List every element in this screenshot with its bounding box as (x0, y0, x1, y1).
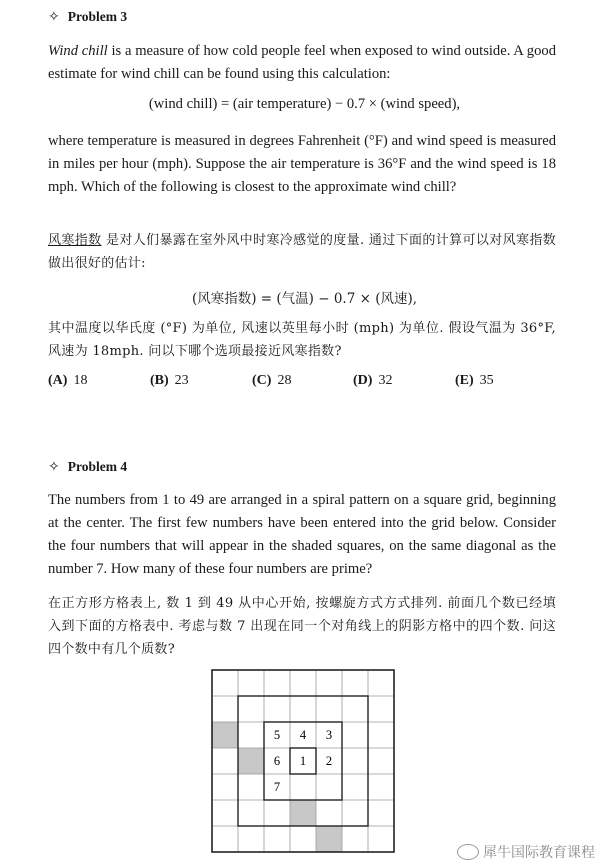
spiral-grid (210, 668, 396, 862)
choice-letter: (B) (150, 373, 169, 388)
shaded-cell (316, 826, 342, 852)
problem-3-body: where temperature is measured in degrees Fahrenheit (°F) and wind speed is measured in miles per hour (mph). Suppose the air temperature is 36°F and the wind speed is 18 mph. Which of the following is closest to the approximate wind chill? (48, 133, 556, 195)
choice-a[interactable] (48, 373, 87, 389)
grid-number: 5 (273, 728, 281, 742)
choice-c[interactable] (252, 373, 291, 389)
problem-3-chinese-intro (48, 229, 556, 275)
problem-3-heading (48, 9, 127, 26)
watermark (457, 842, 595, 862)
problem-3-intro-text: is a measure of how cold people feel when exposed to wind outside. A good estimate for wind chill can be found using this calculation: (48, 43, 556, 82)
grid-number: 4 (299, 728, 307, 742)
shaded-cell (238, 748, 264, 774)
choice-e[interactable] (455, 373, 494, 389)
choice-letter: (C) (252, 373, 272, 388)
choice-value: 32 (378, 373, 393, 388)
choice-value: 28 (277, 373, 292, 388)
grid-number: 2 (325, 754, 333, 768)
choice-value: 23 (174, 373, 189, 388)
problem-3-formula: (wind chill) = (air temperature) − 0.7 × (wind speed), (148, 96, 461, 112)
problem-4-chinese-body: 在正方形方格表上, 数 1 到 49 从中心开始, 按螺旋方式方式排列. 前面几个数已经填入到下面的方格表中. 考虑与数 7 出现在同一个对角线上的阴影方格中的四个数. 问这四个数中有几个质数? (48, 596, 556, 657)
choice-d[interactable] (353, 373, 392, 389)
grid-number: 7 (273, 780, 281, 794)
star-icon: ✧ (48, 10, 60, 25)
problem-3-chinese-formula: (风寒指数) = (气温) − 0.7 × (风速), (191, 291, 418, 307)
problem-4-body: The numbers from 1 to 49 are arranged in a spiral pattern on a square grid, beginning at the center. The first few numbers have been entered into the grid below. Consider the four numbers that will appear in the shaded squares, on the same diagonal as the number 7. How many of these four numbers are prime? (48, 492, 556, 577)
problem-3-chinese-body: 其中温度以华氏度 (°F) 为单位, 风速以英里每小时 (mph) 为单位. 假设气温为 36°F, 风速为 18mph. 问以下哪个选项最接近风寒指数? (48, 321, 556, 359)
problem-3-chinese-intro-text: 是对人们暴露在室外风中时寒冷感觉的度量. 通过下面的计算可以对风寒指数做出很好的估计: (48, 233, 557, 271)
wind-chill-term: Wind chill (48, 43, 108, 59)
grid-number: 6 (273, 754, 281, 768)
cn-wind-chill-term: 风寒指数 (48, 233, 102, 248)
choice-value: 35 (479, 373, 494, 388)
shaded-cell (290, 800, 316, 826)
choice-value: 18 (73, 373, 88, 388)
shaded-cell (212, 722, 238, 748)
watermark-text: 犀牛国际教育课程 (483, 845, 595, 861)
choice-letter: (D) (353, 373, 373, 388)
wechat-icon (457, 844, 479, 860)
choice-letter: (A) (48, 373, 68, 388)
problem-4-title: Problem 4 (67, 459, 128, 474)
problem-3-title: Problem 3 (67, 9, 128, 24)
choice-b[interactable] (150, 373, 189, 389)
choice-letter: (E) (455, 373, 474, 388)
grid-number: 3 (325, 728, 333, 742)
problem-4-heading (48, 459, 127, 476)
star-icon: ✧ (48, 460, 60, 475)
problem-3-intro (48, 40, 556, 86)
grid-number: 1 (299, 754, 307, 768)
